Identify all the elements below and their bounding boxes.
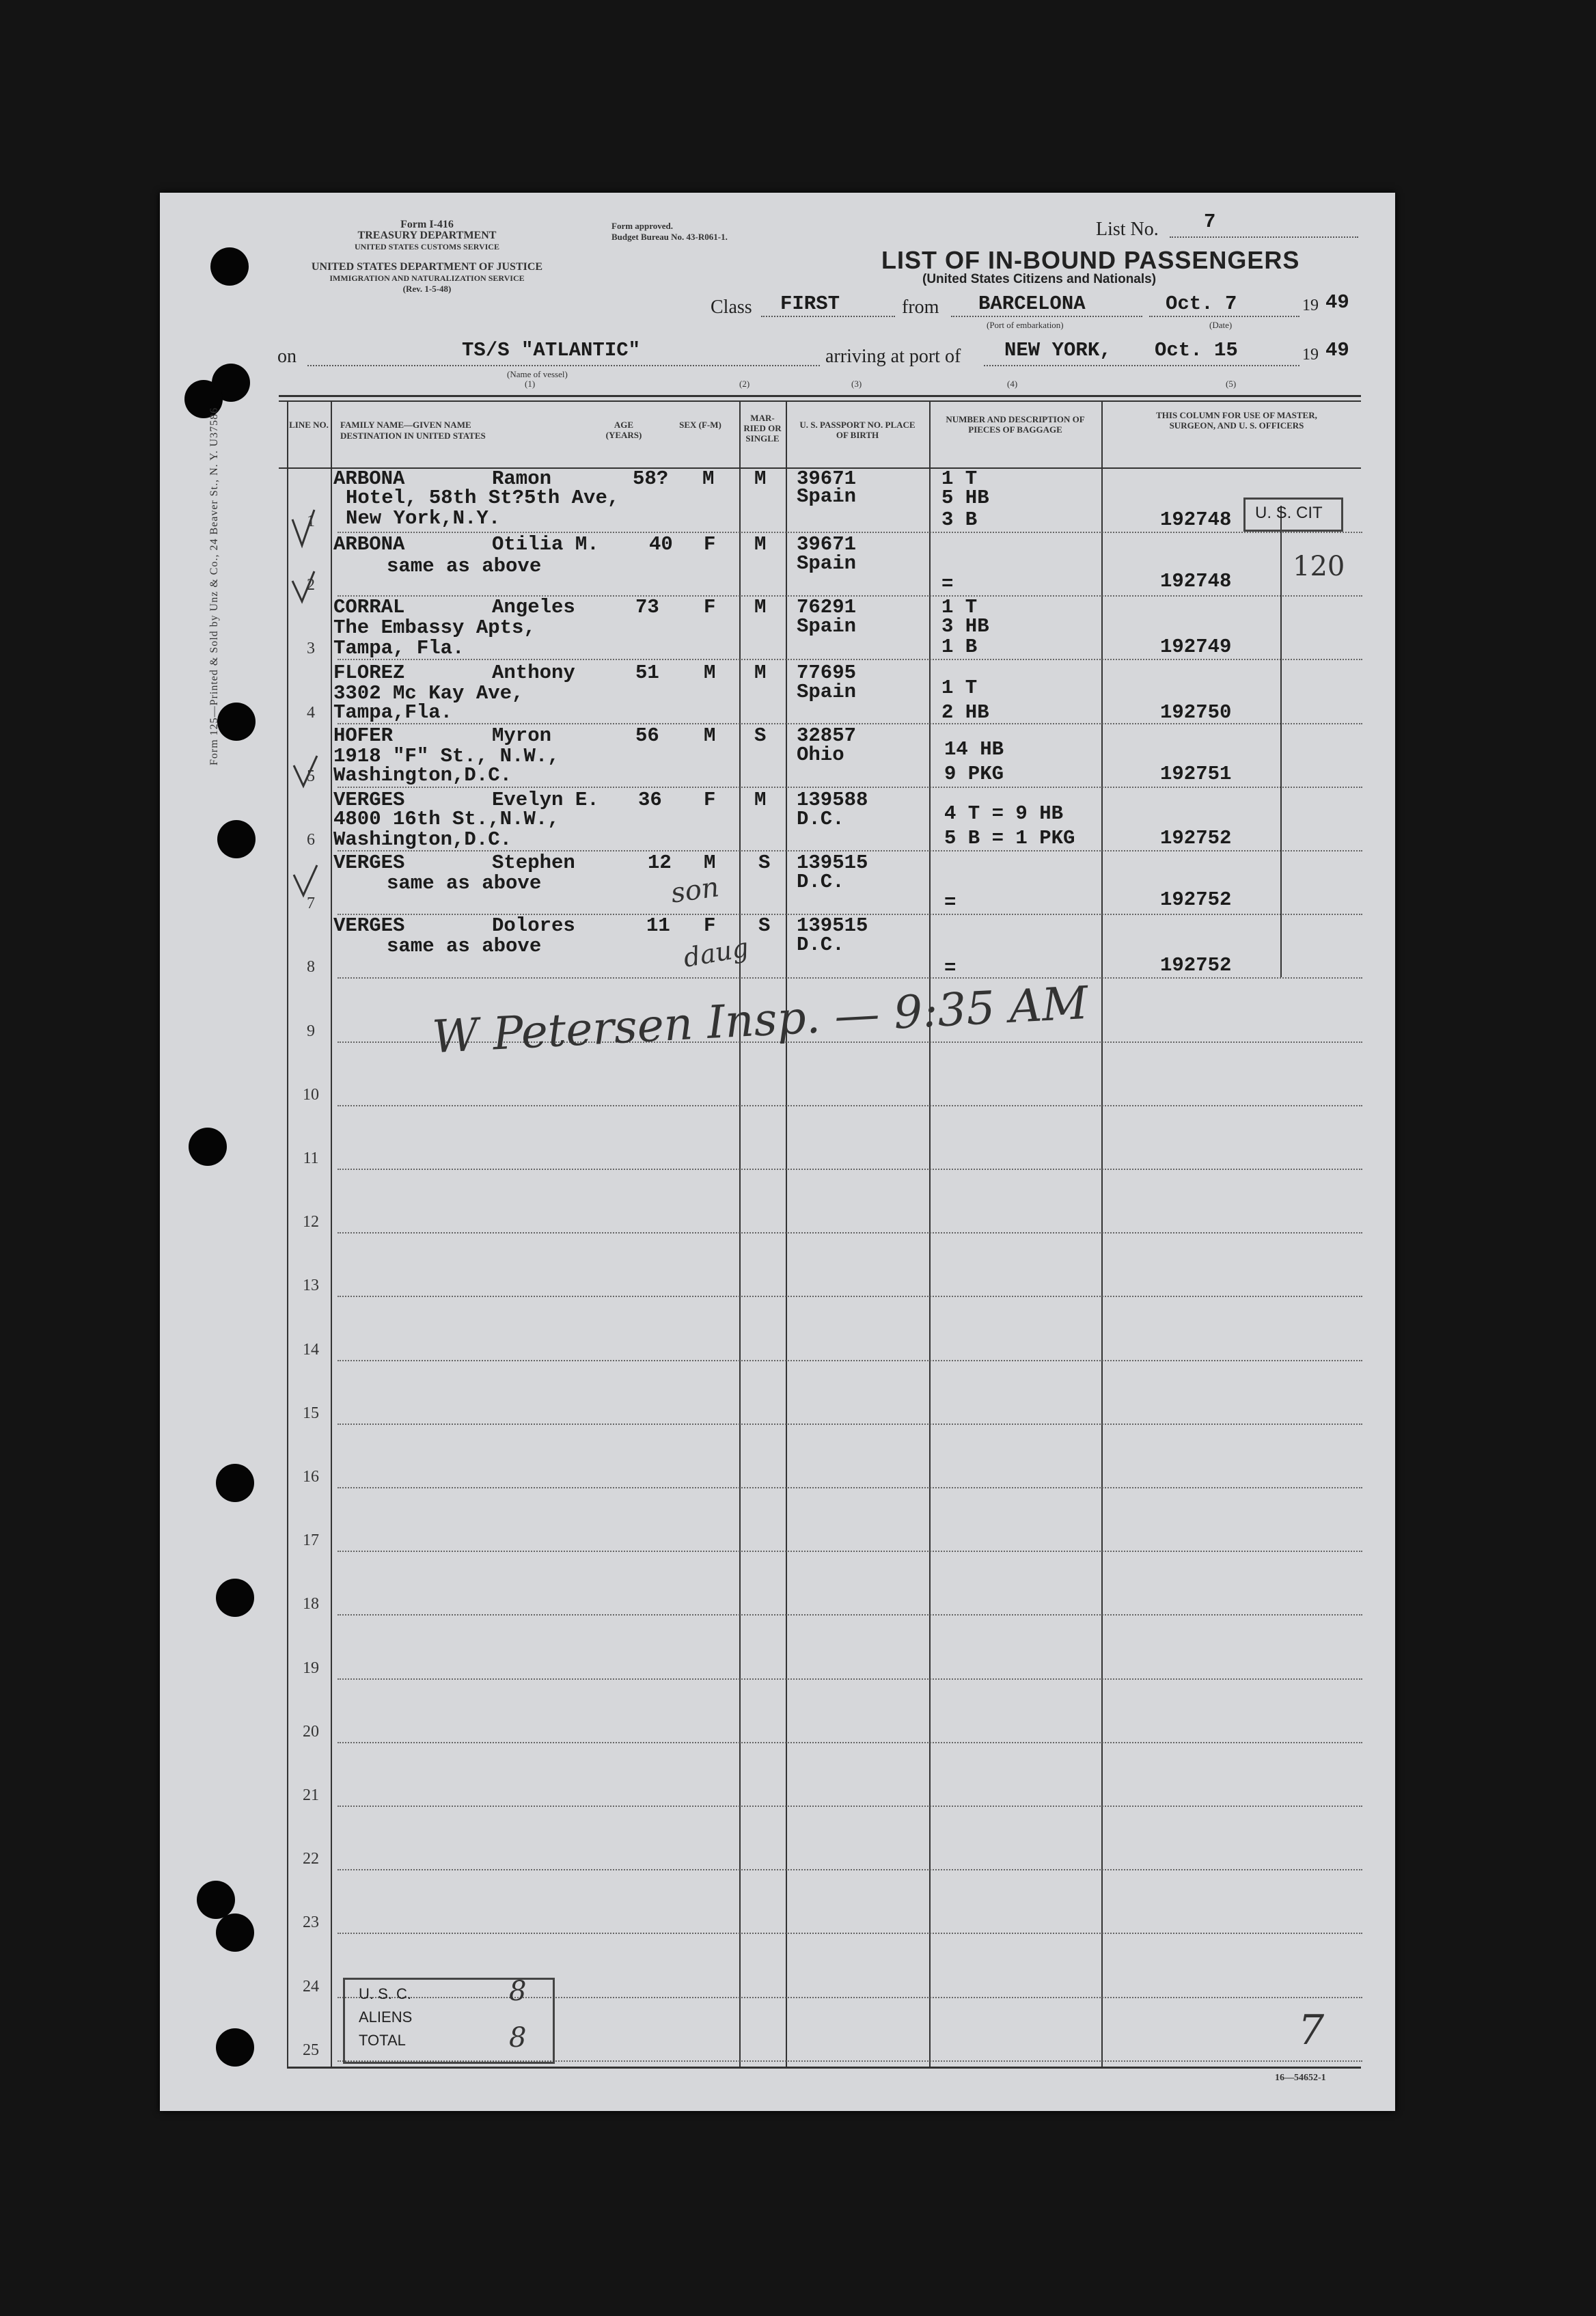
binder-hole xyxy=(216,1464,254,1502)
passenger-age: 56 xyxy=(635,724,659,747)
passenger-addr1: Hotel, 58th St?5th Ave, xyxy=(346,487,620,509)
on-label: on xyxy=(277,346,297,367)
passenger-given: Myron xyxy=(492,724,552,747)
passenger-sex: M xyxy=(704,724,716,747)
passenger-family: ARBONA xyxy=(333,467,405,490)
passenger-addr1: same as above xyxy=(387,555,542,577)
passenger-baggage: 1 T xyxy=(941,596,978,618)
officer-number: 192748 xyxy=(1160,570,1232,592)
line-number: 12 xyxy=(303,1213,319,1231)
line-number: 7 xyxy=(307,895,315,912)
passenger-baggage: 1 T xyxy=(941,467,978,490)
passenger-given: Otilia M. xyxy=(492,533,599,556)
line-number: 1 xyxy=(307,513,315,530)
passenger-passport: 139588 xyxy=(797,789,868,811)
depart-date-line xyxy=(1149,316,1299,317)
line-number: 19 xyxy=(303,1659,319,1677)
row-rule xyxy=(338,1296,1362,1297)
passenger-sex: M xyxy=(704,852,716,874)
tally-stamp xyxy=(343,1978,555,2064)
vessel-caption: (Name of vessel) xyxy=(507,369,568,379)
row-rule xyxy=(338,787,1362,788)
table-top-rule xyxy=(279,395,1361,397)
footer-code: 16—54652-1 xyxy=(1275,2073,1326,2083)
row-rule xyxy=(338,1105,1362,1106)
passenger-birthplace: Spain xyxy=(797,485,857,508)
passenger-sex: F xyxy=(704,596,716,618)
arriving-label: arriving at port of xyxy=(825,346,961,367)
line-number: 3 xyxy=(307,640,315,657)
arrival-line xyxy=(984,365,1299,366)
passenger-baggage: 1 T xyxy=(941,677,978,699)
passenger-baggage: 4 T = 9 HB xyxy=(944,802,1064,825)
line-number: 23 xyxy=(303,1913,319,1931)
line-number: 16 xyxy=(303,1468,319,1486)
line-number: 20 xyxy=(303,1723,319,1741)
line-number: 24 xyxy=(303,1978,319,1995)
passenger-family: VERGES xyxy=(333,789,405,811)
line-number: 4 xyxy=(307,704,315,722)
hdr-passport: U. S. PASSPORT NO. PLACE OF BIRTH xyxy=(799,420,916,440)
passenger-passport: 139515 xyxy=(797,914,868,937)
officer-number: 192749 xyxy=(1160,636,1232,658)
inspector-signature: W Petersen Insp. — 9:35 AM xyxy=(430,976,1090,1064)
passenger-birthplace: Ohio xyxy=(797,744,844,766)
page-subtitle: (United States Citizens and Nationals) xyxy=(922,272,1157,286)
tally-aliens-label: ALIENS xyxy=(359,2008,413,2026)
passenger-addr2: Tampa,Fla. xyxy=(333,701,453,724)
col-num-2: (2) xyxy=(739,379,750,389)
list-no-label: List No. xyxy=(1096,219,1159,240)
checkmark-icon xyxy=(294,865,317,895)
row-rule xyxy=(338,1806,1362,1807)
officer-number: 192752 xyxy=(1160,888,1232,911)
passenger-baggage: = xyxy=(941,573,954,595)
hdr-officers: THIS COLUMN FOR USE OF MASTER, SURGEON, AND U. S. OFFICERS xyxy=(1156,410,1317,431)
passenger-married: S xyxy=(758,852,771,874)
page-mark: 7 xyxy=(1298,2006,1325,2054)
hdr-baggage: NUMBER AND DESCRIPTION OF PIECES OF BAGGAGE xyxy=(946,414,1085,435)
officer-number: 192751 xyxy=(1160,763,1232,785)
officer-number: 192748 xyxy=(1160,508,1232,531)
line-number: 17 xyxy=(303,1531,319,1549)
passenger-given: Ramon xyxy=(492,467,552,490)
col-num-4: (4) xyxy=(1007,379,1018,389)
row-rule xyxy=(338,1487,1362,1488)
passenger-passport: 76291 xyxy=(797,596,857,618)
justice-dept: UNITED STATES DEPARTMENT OF JUSTICE xyxy=(311,261,543,273)
embark-line xyxy=(951,316,1142,317)
checkmark-icon xyxy=(292,571,314,601)
passenger-baggage: 5 HB xyxy=(941,487,989,509)
printer-imprint: Form 125—Printed & Sold by Unz & Co., 24 Beaver St., N. Y. U37586 xyxy=(208,407,220,765)
passenger-baggage: = xyxy=(944,891,957,914)
count-note: 120 xyxy=(1293,551,1345,582)
hdr-sex: SEX (F-M) xyxy=(679,420,721,430)
row-rule xyxy=(338,1869,1362,1870)
passenger-addr2: Tampa, Fla. xyxy=(333,637,465,659)
us-cit-stamp-text: U. S. CIT xyxy=(1255,504,1323,522)
form-approved: Form approved. xyxy=(611,221,674,231)
passenger-addr2: New York,N.Y. xyxy=(346,507,501,530)
passenger-sex: F xyxy=(704,533,716,556)
daug-note: daug xyxy=(680,932,751,973)
col-num-3: (3) xyxy=(851,379,862,389)
hdr-line-no: LINE NO. xyxy=(289,420,329,430)
binder-hole xyxy=(217,703,256,741)
ins-service: IMMIGRATION AND NATURALIZATION SERVICE xyxy=(329,273,525,283)
row-rule xyxy=(338,1614,1362,1616)
binder-hole xyxy=(210,247,249,286)
line-number: 10 xyxy=(303,1086,319,1104)
passenger-passport: 39671 xyxy=(797,467,857,490)
passenger-family: VERGES xyxy=(333,914,405,937)
list-no-value: 7 xyxy=(1204,210,1216,233)
row-rule xyxy=(338,1360,1362,1361)
passenger-passport: 39671 xyxy=(797,533,857,556)
row-rule xyxy=(338,1423,1362,1425)
passenger-baggage: 3 HB xyxy=(941,615,989,638)
col-divider xyxy=(786,400,787,2068)
tally-total-label: TOTAL xyxy=(359,2032,406,2049)
passenger-addr2: Washington,D.C. xyxy=(333,764,512,787)
col-divider xyxy=(739,400,741,2068)
row-rule xyxy=(338,1678,1362,1680)
passenger-birthplace: D.C. xyxy=(797,934,844,956)
table-top-rule-2 xyxy=(279,400,1361,402)
depart-date: Oct. 7 xyxy=(1166,292,1237,315)
tally-usc-value: 8 xyxy=(509,1976,527,2007)
revision: (Rev. 1-5-48) xyxy=(402,284,452,294)
passenger-married: S xyxy=(754,724,767,747)
col-divider xyxy=(1101,400,1103,2068)
budget-bureau: Budget Bureau No. 43-R061-1. xyxy=(611,232,728,242)
hdr-married: MAR-RIED OR SINGLE xyxy=(743,413,782,444)
passenger-sex: M xyxy=(704,662,716,684)
line-number: 21 xyxy=(303,1786,319,1804)
passenger-married: M xyxy=(754,467,767,490)
page-title: LIST OF IN-BOUND PASSENGERS xyxy=(881,246,1300,274)
passenger-baggage: = xyxy=(944,957,957,979)
row-rule xyxy=(338,1232,1362,1234)
row-rule xyxy=(338,659,1362,660)
passenger-birthplace: Spain xyxy=(797,681,857,703)
son-note: son xyxy=(669,871,721,910)
passenger-family: HOFER xyxy=(333,724,394,747)
passenger-given: Angeles xyxy=(492,596,575,618)
officer-number: 192750 xyxy=(1160,701,1232,724)
passenger-birthplace: Spain xyxy=(797,552,857,575)
passenger-married: S xyxy=(758,914,771,937)
embark-port: BARCELONA xyxy=(978,292,1086,315)
passenger-passport: 139515 xyxy=(797,852,868,874)
class-line xyxy=(761,316,895,317)
arrival-port: NEW YORK, xyxy=(1004,339,1112,362)
passenger-age: 11 xyxy=(646,914,670,937)
checkmark-icon xyxy=(292,510,314,545)
passenger-birthplace: Spain xyxy=(797,615,857,638)
binder-hole xyxy=(216,1579,254,1617)
passenger-baggage: 3 B xyxy=(941,508,978,531)
passenger-birthplace: D.C. xyxy=(797,871,844,893)
embark-caption: (Port of embarkation) xyxy=(987,320,1064,330)
hdr-age: AGE (YEARS) xyxy=(605,420,642,440)
passenger-given: Evelyn E. xyxy=(492,789,599,811)
passenger-addr1: same as above xyxy=(387,935,542,957)
line-number: 13 xyxy=(303,1277,319,1294)
arrival-year: 49 xyxy=(1325,339,1349,362)
passenger-passport: 77695 xyxy=(797,662,857,684)
checkmark-icon xyxy=(294,756,317,786)
class-value: FIRST xyxy=(780,292,840,315)
passenger-family: ARBONA xyxy=(333,533,405,556)
officer-bracket-line xyxy=(1280,506,1282,977)
passenger-addr1: 3302 Mc Kay Ave, xyxy=(333,682,524,705)
year-prefix-2: 19 xyxy=(1302,346,1319,364)
line-number: 5 xyxy=(307,767,315,785)
row-rule xyxy=(338,1933,1362,1934)
passenger-addr1: 4800 16th St.,N.W., xyxy=(333,808,560,830)
passenger-baggage: 5 B = 1 PKG xyxy=(944,827,1075,849)
line-number: 9 xyxy=(307,1022,315,1040)
line-number: 2 xyxy=(307,576,315,594)
treasury-dept: TREASURY DEPARTMENT xyxy=(357,230,497,241)
row-rule xyxy=(338,1169,1362,1170)
passenger-given: Stephen xyxy=(492,852,575,874)
line-number: 11 xyxy=(303,1149,319,1167)
line-number: 8 xyxy=(307,958,315,976)
passenger-age: 12 xyxy=(648,852,672,874)
passenger-passport: 32857 xyxy=(797,724,857,747)
binder-hole xyxy=(217,820,256,858)
officer-number: 192752 xyxy=(1160,827,1232,849)
depart-year: 49 xyxy=(1325,291,1349,314)
passenger-sex: F xyxy=(704,789,716,811)
table-bottom-rule xyxy=(287,2067,1361,2069)
year-prefix: 19 xyxy=(1302,297,1319,314)
row-rule xyxy=(338,1551,1362,1552)
tally-total-value: 8 xyxy=(509,2022,527,2054)
passenger-family: VERGES xyxy=(333,852,405,874)
class-label: Class xyxy=(711,297,752,318)
passenger-age: 51 xyxy=(635,662,659,684)
passenger-married: M xyxy=(754,596,767,618)
passenger-married: M xyxy=(754,662,767,684)
col-num-5: (5) xyxy=(1226,379,1237,389)
binder-hole xyxy=(216,2028,254,2067)
customs-service: UNITED STATES CUSTOMS SERVICE xyxy=(355,242,499,251)
line-number: 6 xyxy=(307,831,315,849)
passenger-addr1: The Embassy Apts, xyxy=(333,616,536,639)
passenger-baggage: 1 B xyxy=(941,636,978,658)
vessel-line xyxy=(307,365,820,366)
row-rule xyxy=(338,977,1362,979)
passenger-baggage: 14 HB xyxy=(944,738,1004,761)
passenger-married: M xyxy=(754,789,767,811)
passenger-birthplace: D.C. xyxy=(797,808,844,830)
passenger-age: 40 xyxy=(649,533,673,556)
col-divider xyxy=(929,400,931,2068)
from-label: from xyxy=(902,297,939,318)
binder-hole xyxy=(197,1881,235,1919)
passenger-sex: M xyxy=(702,467,715,490)
col-num-1: (1) xyxy=(525,379,536,389)
passenger-baggage: 2 HB xyxy=(941,701,989,724)
hdr-name: FAMILY NAME—GIVEN NAME xyxy=(340,420,471,430)
passenger-addr1: same as above xyxy=(387,872,542,895)
binder-hole xyxy=(189,1128,227,1166)
passenger-baggage: 9 PKG xyxy=(944,763,1004,785)
line-number: 18 xyxy=(303,1595,319,1613)
passenger-family: CORRAL xyxy=(333,596,405,618)
passenger-given: Anthony xyxy=(492,662,575,684)
line-number: 15 xyxy=(303,1404,319,1422)
vessel-name: TS/S "ATLANTIC" xyxy=(462,339,641,362)
passenger-age: 36 xyxy=(638,789,662,811)
date-caption: (Date) xyxy=(1209,320,1233,330)
passenger-family: FLOREZ xyxy=(333,662,405,684)
form-number: Form I-416 xyxy=(400,219,454,230)
passenger-addr1: 1918 "F" St., N.W., xyxy=(333,745,560,767)
passenger-sex: F xyxy=(704,914,716,937)
passenger-age: 58? xyxy=(633,467,669,490)
arrival-date: Oct. 15 xyxy=(1155,339,1238,362)
tally-usc-label: U. S. C. xyxy=(359,1985,412,2002)
passenger-given: Dolores xyxy=(492,914,575,937)
line-number: 14 xyxy=(303,1341,319,1359)
passenger-age: 73 xyxy=(635,596,659,618)
list-no-line xyxy=(1170,236,1358,238)
row-rule xyxy=(338,1742,1362,1743)
officer-number: 192752 xyxy=(1160,954,1232,977)
line-number: 22 xyxy=(303,1850,319,1868)
checkmarks xyxy=(287,506,342,984)
binder-hole xyxy=(216,1913,254,1952)
hdr-destination: DESTINATION IN UNITED STATES xyxy=(340,431,486,441)
line-number: 25 xyxy=(303,2041,319,2059)
passenger-married: M xyxy=(754,533,767,556)
passenger-addr2: Washington,D.C. xyxy=(333,828,512,851)
us-cit-stamp xyxy=(1243,498,1343,532)
